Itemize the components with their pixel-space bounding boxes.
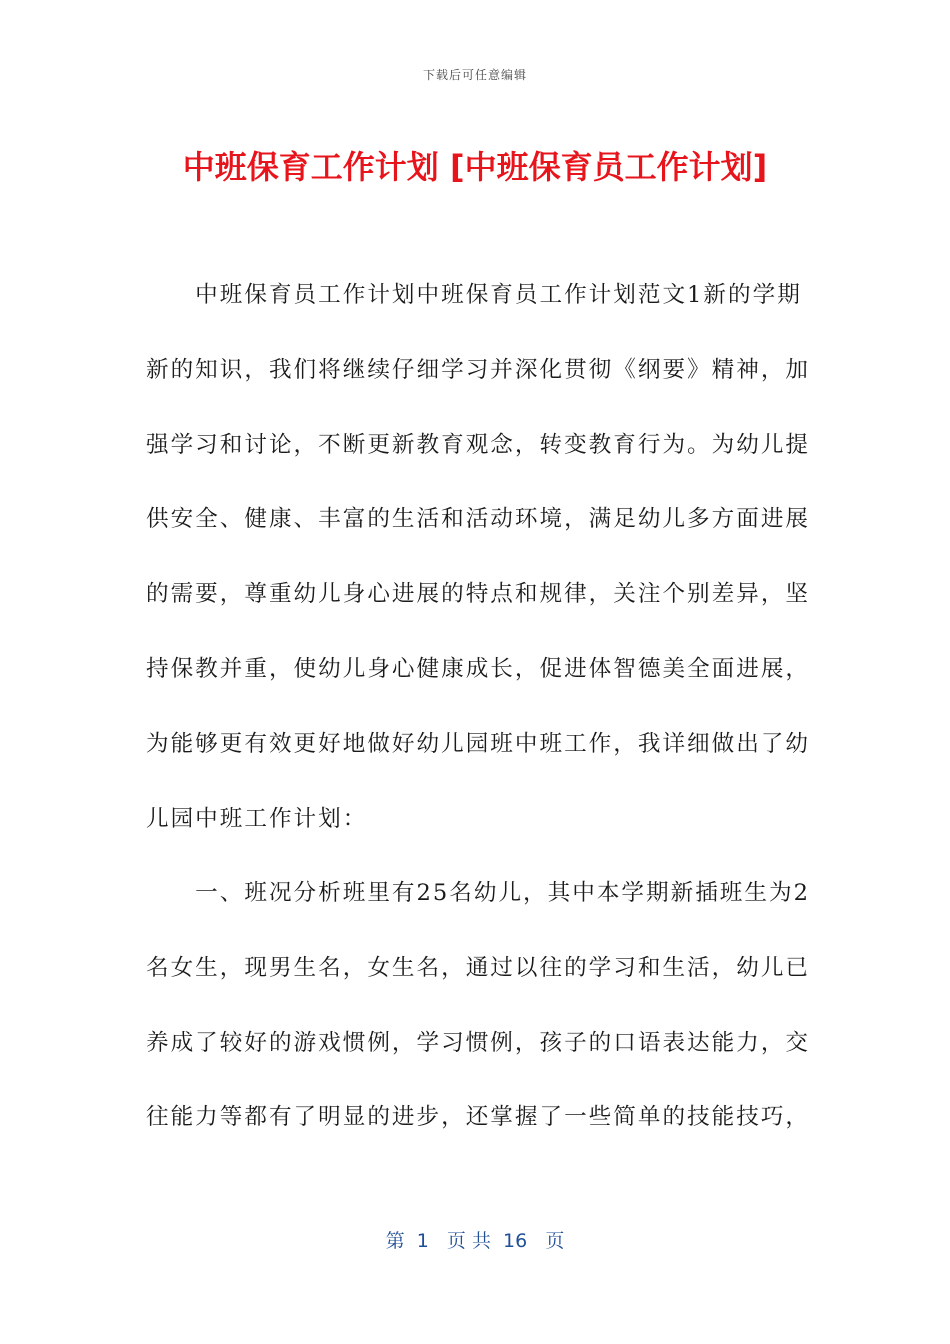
text-line: 儿园中班工作计划： <box>146 805 368 832</box>
page-number-footer: 第 1 页 共 16 页 <box>385 1230 565 1252</box>
text-line: 一、班况分析班里有25名幼儿，其中本学期新插班生为2 <box>146 880 810 906</box>
paragraph-2 <box>146 856 811 1155</box>
text-line: 供安全、健康、丰富的生活和活动环境，满足幼儿多方面进展 <box>146 506 811 533</box>
text-line: 新的知识，我们将继续仔细学习并深化贯彻《纲要》精神，加 <box>146 356 811 383</box>
text-line: 为能够更有效更好地做好幼儿园班中班工作，我详细做出了幼 <box>146 730 811 757</box>
text-line: 中班保育员工作计划中班保育员工作计划范文1新的学期 <box>146 282 802 308</box>
text-line: 往能力等都有了明显的进步，还掌握了一些简单的技能技巧， <box>146 1104 811 1131</box>
text-line: 持保教并重，使幼儿身心健康成长，促进体智德美全面进展， <box>146 655 811 682</box>
page-header-note: 下载后可任意编辑 <box>422 68 527 82</box>
text-line: 名女生，现男生名，女生名，通过以往的学习和生活，幼儿已 <box>146 954 811 981</box>
text-line: 养成了较好的游戏惯例，学习惯例，孩子的口语表达能力，交 <box>146 1029 811 1056</box>
text-line: 的需要，尊重幼儿身心进展的特点和规律，关注个别差异，坚 <box>146 581 811 608</box>
paragraph-1 <box>146 258 811 856</box>
text-line: 强学习和讨论，不断更新教育观念，转变教育行为。为幼儿提 <box>146 431 811 458</box>
document-title: 中班保育工作计划 [中班保育员工作计划] <box>182 148 768 186</box>
